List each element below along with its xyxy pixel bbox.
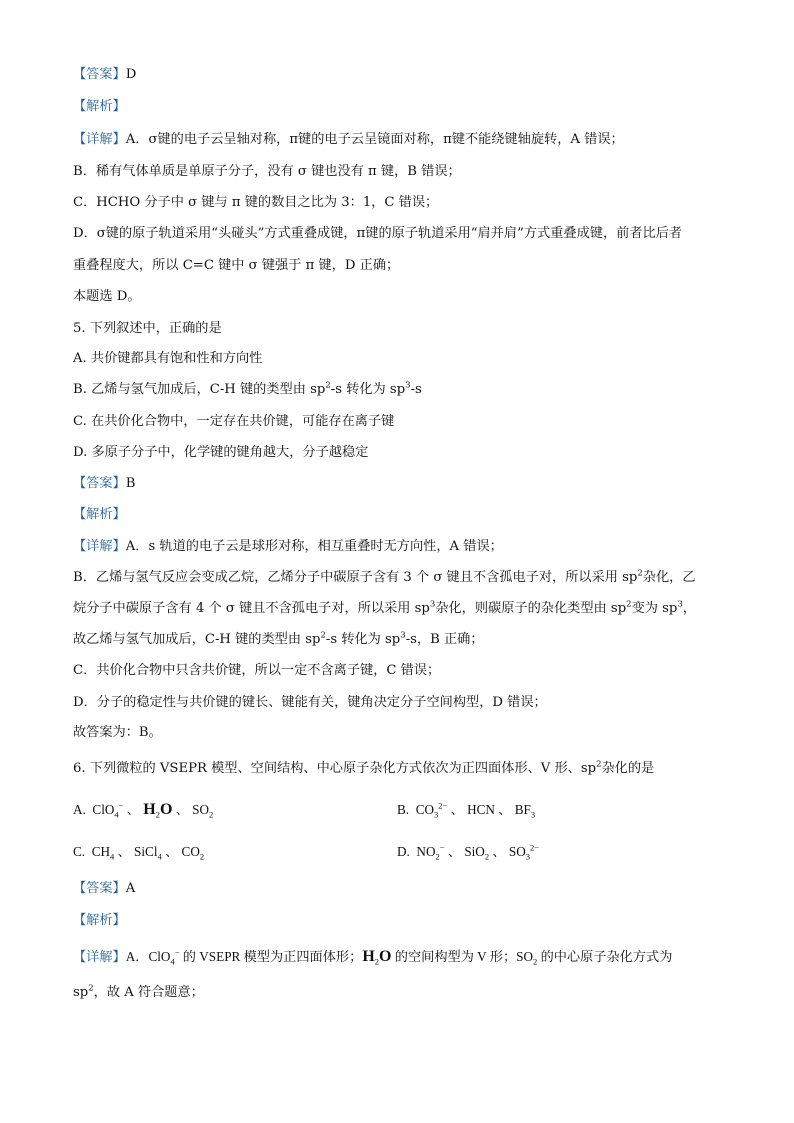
formula: SO: [192, 802, 210, 817]
answer-value: D: [125, 67, 137, 82]
q4-conclusion: 本题选 D。: [73, 289, 141, 304]
separator: 、: [165, 844, 179, 859]
text: B．乙烯与氢气反应会变成乙烷，乙烯分子中碳原子含有 3 个 σ 键且不含孤电子对，所以采用 sp: [73, 570, 638, 585]
subscript: 3: [525, 851, 530, 862]
superscript: 2: [626, 599, 632, 610]
superscript: 2: [88, 983, 94, 994]
superscript: 2−: [529, 842, 540, 853]
answer-tag: 【答案】: [73, 476, 126, 491]
superscript: 3: [677, 599, 683, 610]
analysis-tag: 【解析】: [73, 913, 126, 928]
q5-option-d: D. 多原子分子中，化学键的键角越大，分子越稳定: [73, 445, 369, 460]
formula: CH: [91, 844, 111, 859]
text: B. 乙烯与氢气加成后，C-H 键的类型由 sp: [73, 382, 326, 397]
superscript: 3: [405, 380, 411, 391]
text: 故乙烯与氢气加成后，C-H 键的类型由 sp: [73, 632, 321, 647]
text: -s 转化为 sp: [325, 632, 401, 647]
text: 烷分子中碳原子含有 4 个 σ 键且不含孤电子对，所以采用 sp: [73, 601, 430, 616]
separator: 、: [450, 802, 464, 817]
superscript: 2: [325, 380, 331, 391]
separator: 、: [175, 802, 189, 817]
formula: O: [379, 948, 392, 965]
superscript: −: [118, 800, 124, 811]
detail-tag: 【详解】: [73, 949, 126, 964]
text: 变为 sp: [631, 601, 678, 616]
q5-option-a: A. 共价键都具有饱和性和方向性: [73, 351, 263, 366]
formula: CO: [415, 802, 435, 817]
superscript: 2−: [438, 800, 448, 811]
text: -s 转化为 sp: [330, 382, 406, 397]
q4-detail-line-4: D．σ键的原子轨道采用“头碰头”方式重叠成键，π键的原子轨道采用“肩并肩”方式重叠成键，前者比后者: [73, 226, 683, 241]
q5-conclusion: 故答案为：B。: [73, 725, 162, 740]
formula: HCN: [467, 802, 495, 817]
text: ，故 A 符合题意；: [93, 985, 204, 1000]
option-label: A.: [73, 802, 86, 817]
analysis-tag: 【解析】: [73, 507, 126, 522]
option-label: D.: [397, 844, 410, 859]
separator: 、: [492, 844, 506, 859]
formula: O: [159, 801, 173, 818]
q4-detail-line-2: B．稀有气体单质是单原子分子，没有 σ 键也没有 π 键，B 错误；: [73, 164, 461, 179]
superscript: 3: [400, 630, 406, 641]
q5-option-c: C. 在共价化合物中，一定存在共价键，可能存在离子键: [73, 414, 395, 429]
subscript: 2: [484, 851, 490, 862]
text: -s: [410, 382, 422, 397]
q4-detail-line-5: 重叠程度大，所以 C=C 键中 σ 键强于 π 键，D 正确；: [73, 258, 400, 273]
q6-option-b: [397, 800, 535, 820]
subscript: 3: [434, 809, 439, 820]
text: -s，B 正确；: [405, 632, 484, 647]
text: 杂化的是: [601, 761, 655, 776]
answer-value: B: [125, 476, 136, 491]
separator: 、: [117, 844, 131, 859]
subscript: 2: [374, 956, 380, 967]
formula: NO: [416, 844, 436, 859]
q5-detail-line-4: [73, 631, 484, 649]
superscript: 2: [320, 630, 326, 641]
subscript: 2: [155, 809, 160, 820]
separator: 、: [498, 802, 512, 817]
analysis-tag: 【解析】: [73, 99, 126, 114]
text: 杂化，乙: [642, 570, 696, 585]
q6-analysis-heading: [73, 912, 126, 930]
q6-option-a: [73, 800, 213, 820]
detail-tag: 【详解】: [73, 132, 126, 147]
separator: 、: [447, 844, 462, 859]
subscript: 4: [114, 809, 119, 820]
subscript: 2: [435, 851, 440, 862]
q5-stem: 5. 下列叙述中，正确的是: [73, 321, 222, 336]
q6-option-d: [397, 842, 539, 862]
q5-detail-line-5: C．共价化合物中只含共价键，所以一定不含离子键，C 错误；: [73, 663, 441, 678]
text: ，: [682, 601, 696, 616]
text: A．ClO: [125, 949, 171, 964]
subscript: 4: [157, 851, 162, 862]
formula: H: [362, 948, 375, 965]
q5-option-b: [73, 381, 422, 399]
answer-tag: 【答案】: [73, 67, 126, 82]
option-label: C.: [73, 844, 86, 859]
formula: BF: [514, 802, 531, 817]
text: 杂化，则碳原子的杂化类型由 sp: [435, 601, 627, 616]
separator: 、: [126, 802, 140, 817]
answer-tag: 【答案】: [73, 881, 126, 896]
superscript: −: [439, 842, 445, 853]
q6-stem: [73, 760, 654, 778]
text: 的空间构型为 V 形；SO: [391, 949, 534, 964]
q5-analysis-heading: [73, 506, 126, 524]
subscript: 2: [533, 956, 538, 967]
detail-text: A．s 轨道的电子云是球形对称，相互重叠时无方向性，A 错误；: [125, 539, 503, 554]
subscript: 4: [170, 956, 175, 967]
answer-value: A: [125, 881, 136, 896]
formula: SiCl: [134, 844, 158, 859]
q4-analysis-heading: [73, 98, 126, 116]
superscript: 2: [596, 759, 602, 770]
q5-detail-line-2: [73, 569, 696, 587]
text: sp: [73, 985, 89, 1000]
q5-detail-line-1: [73, 538, 503, 556]
superscript: −: [174, 947, 180, 958]
detail-tag: 【详解】: [73, 539, 126, 554]
superscript: 3: [429, 599, 436, 610]
q5-detail-line-3: [73, 600, 696, 618]
formula: CO: [181, 844, 200, 859]
q6-option-c: [73, 842, 204, 862]
option-label: B.: [397, 802, 410, 817]
q6-detail-line-2: [73, 984, 204, 1002]
q4-answer-line: [73, 66, 136, 84]
subscript: 4: [110, 851, 115, 862]
text: 6. 下列微粒的 VSEPR 模型、空间结构、中心原子杂化方式依次为正四面体形、V 形、sp: [73, 761, 597, 776]
text: 的 VSEPR 模型为正四面体形；: [179, 949, 363, 964]
text: 的中心原子杂化方式为: [537, 949, 673, 964]
formula: SO: [508, 844, 526, 859]
subscript: 3: [530, 809, 536, 820]
q5-detail-line-6: D．分子的稳定性与共价键的键长、键能有关，键角决定分子空间构型，D 错误；: [73, 695, 547, 710]
formula: SiO: [464, 844, 485, 859]
superscript: 2: [637, 568, 643, 579]
subscript: 2: [209, 809, 214, 820]
subscript: 2: [199, 851, 205, 862]
formula: H: [143, 801, 156, 818]
q4-detail-line-1: [73, 131, 624, 149]
q4-detail-line-3: C．HCHO 分子中 σ 键与 π 键的数目之比为 3：1，C 错误；: [73, 195, 439, 210]
detail-text: A．σ键的电子云呈轴对称，π键的电子云呈镜面对称，π键不能绕键轴旋转，A 错误；: [125, 132, 624, 147]
q6-answer-line: [73, 880, 135, 898]
q5-answer-line: [73, 475, 135, 493]
formula: ClO: [92, 802, 115, 817]
q6-detail-line-1: [73, 948, 672, 966]
